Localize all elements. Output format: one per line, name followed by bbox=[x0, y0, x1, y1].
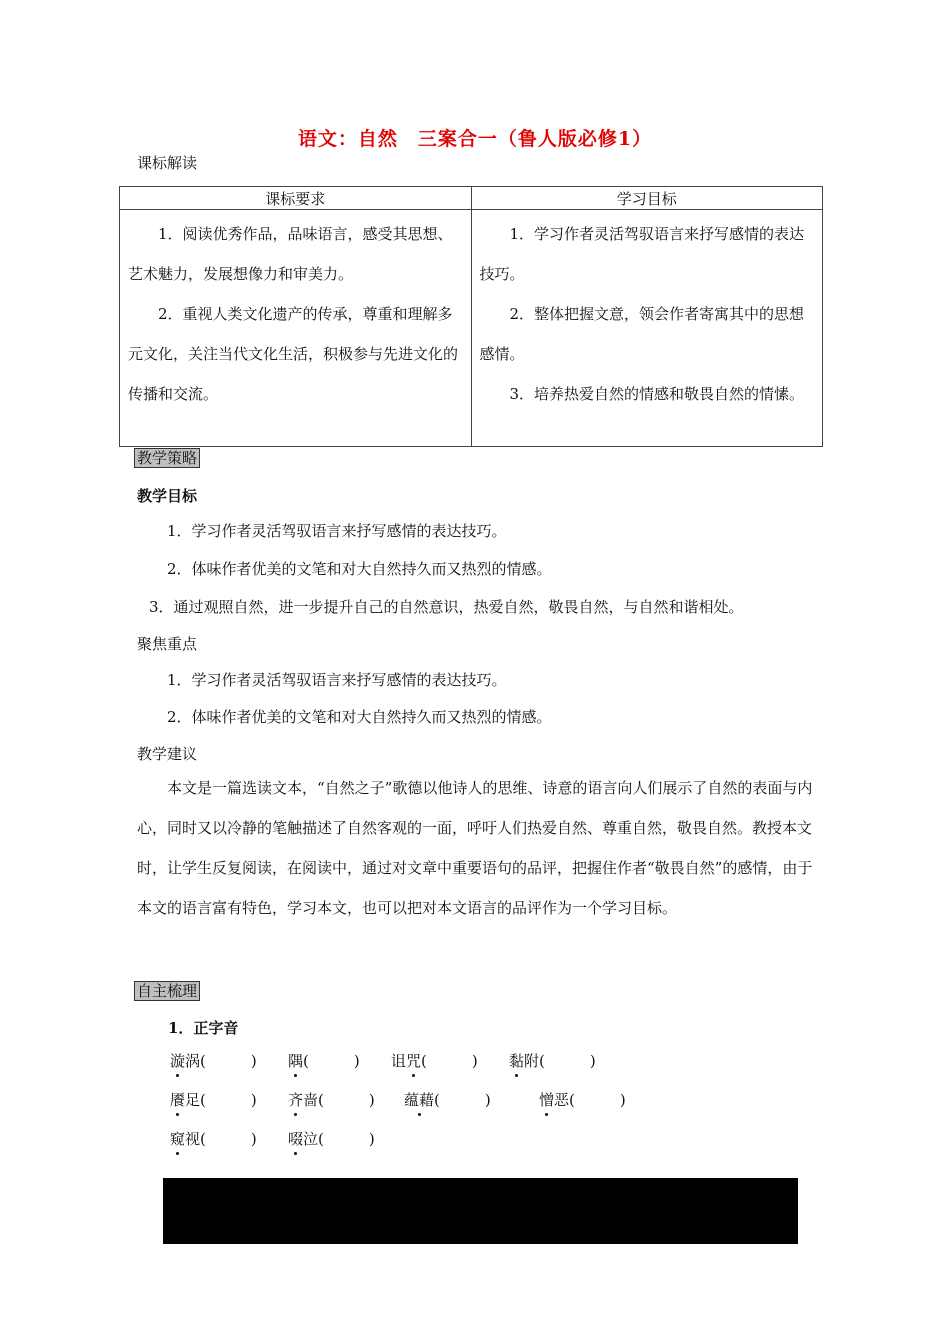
advice-paragraph bbox=[137, 768, 813, 928]
dotted-char: 咒 bbox=[406, 1052, 422, 1070]
answer-blank: ( ) bbox=[200, 1091, 257, 1109]
answer-blank: ( ) bbox=[318, 1130, 375, 1148]
answer-blank: ( ) bbox=[303, 1052, 360, 1070]
objective-item: 2．整体把握文意，领会作者寄寓其中的思想感情。 bbox=[479, 305, 805, 363]
pronunciation-item bbox=[404, 1090, 491, 1110]
pronunciation-item: 啜泣( ) bbox=[288, 1130, 375, 1148]
dotted-char: 蕴藉 bbox=[404, 1091, 435, 1109]
table-header-row bbox=[120, 187, 823, 210]
redacted-block bbox=[163, 1178, 798, 1244]
goal-item: 1．学习作者灵活驾驭语言来抒写感情的表达技巧。 bbox=[167, 522, 507, 540]
dotted-char: 啜 bbox=[288, 1130, 304, 1148]
goals-heading: 教学目标 bbox=[137, 487, 198, 505]
dotted-char: 齐 bbox=[288, 1091, 304, 1109]
focus-item: 1．学习作者灵活驾驭语言来抒写感情的表达技巧。 bbox=[167, 671, 507, 689]
pronunciation-heading: 1．正字音 bbox=[168, 1019, 239, 1037]
pronunciation-item: 诅咒( ) bbox=[391, 1052, 478, 1070]
self-study-label: 自主梳理 bbox=[134, 981, 200, 1001]
pronunciation-item: 黏附( ) bbox=[509, 1052, 596, 1070]
answer-blank: ( ) bbox=[318, 1091, 375, 1109]
objectives-cell bbox=[471, 210, 823, 447]
dotted-char: 憎 bbox=[539, 1091, 555, 1109]
objective-item: 3．培养热爱自然的情感和敬畏自然的情愫。 bbox=[509, 385, 805, 403]
requirements-cell bbox=[120, 210, 472, 447]
dotted-char: 隅 bbox=[288, 1052, 304, 1070]
page-title: 语文：自然 三案合一（鲁人版必修1） bbox=[297, 128, 653, 150]
answer-blank: ( ) bbox=[434, 1091, 491, 1109]
strategy-label: 教学策略 bbox=[134, 448, 200, 468]
answer-blank: ( ) bbox=[200, 1052, 257, 1070]
answer-blank: ( ) bbox=[539, 1052, 596, 1070]
table-row bbox=[120, 210, 823, 447]
section-kebiao-label: 课标解读 bbox=[137, 154, 198, 172]
objective-item: 1．学习作者灵活驾驭语言来抒写感情的表达技巧。 bbox=[479, 225, 805, 283]
dotted-char: 窥 bbox=[170, 1130, 186, 1148]
pronunciation-item: 憎恶( ) bbox=[539, 1091, 626, 1109]
pronunciation-item: 漩涡( ) bbox=[170, 1052, 257, 1070]
dotted-char: 餍 bbox=[170, 1091, 186, 1109]
dotted-char: 黏 bbox=[509, 1052, 525, 1070]
answer-blank: ( ) bbox=[421, 1052, 478, 1070]
pronunciation-item bbox=[288, 1051, 360, 1071]
focus-heading: 聚焦重点 bbox=[137, 635, 198, 653]
focus-item: 2．体味作者优美的文笔和对大自然持久而又热烈的情感。 bbox=[167, 708, 552, 726]
advice-heading: 教学建议 bbox=[137, 745, 198, 763]
answer-blank: ( ) bbox=[569, 1091, 626, 1109]
pronunciation-item: 齐啬( ) bbox=[288, 1091, 375, 1109]
requirement-item: 1．阅读优秀作品，品味语言，感受其思想、艺术魅力，发展想像力和审美力。 bbox=[128, 225, 453, 283]
requirement-item: 2．重视人类文化遗产的传承，尊重和理解多元文化，关注当代文化生活，积极参与先进文化的传播和交流。 bbox=[128, 305, 459, 403]
pronunciation-item: 窥视( ) bbox=[170, 1130, 257, 1148]
goal-item: 3．通过观照自然，进一步提升自己的自然意识，热爱自然，敬畏自然，与自然和谐相处。 bbox=[149, 598, 744, 616]
advice-text: 本文是一篇选读文本，“自然之子”歌德以他诗人的思维、诗意的语言向人们展示了自然的表面与内心，同时又以冷静的笔触描述了自然客观的一面，呼吁人们热爱自然、尊重自然，敬畏自然。教授本文时，让学生反复阅读，在阅读中，通过对文章中重要语句的品评，把握住作者“敬畏自然”的感情，由于本文的语言富有特色，学习本文，也可以把对本文语言的品评作为一个学习目标。 bbox=[137, 779, 813, 917]
answer-blank: ( ) bbox=[200, 1130, 257, 1148]
goal-item: 2．体味作者优美的文笔和对大自然持久而又热烈的情感。 bbox=[167, 560, 552, 578]
curriculum-table bbox=[119, 186, 823, 447]
dotted-char: 漩 bbox=[170, 1052, 186, 1070]
table-header-requirements: 课标要求 bbox=[120, 187, 472, 210]
table-header-objectives: 学习目标 bbox=[471, 187, 823, 210]
pronunciation-item: 餍足( ) bbox=[170, 1091, 257, 1109]
